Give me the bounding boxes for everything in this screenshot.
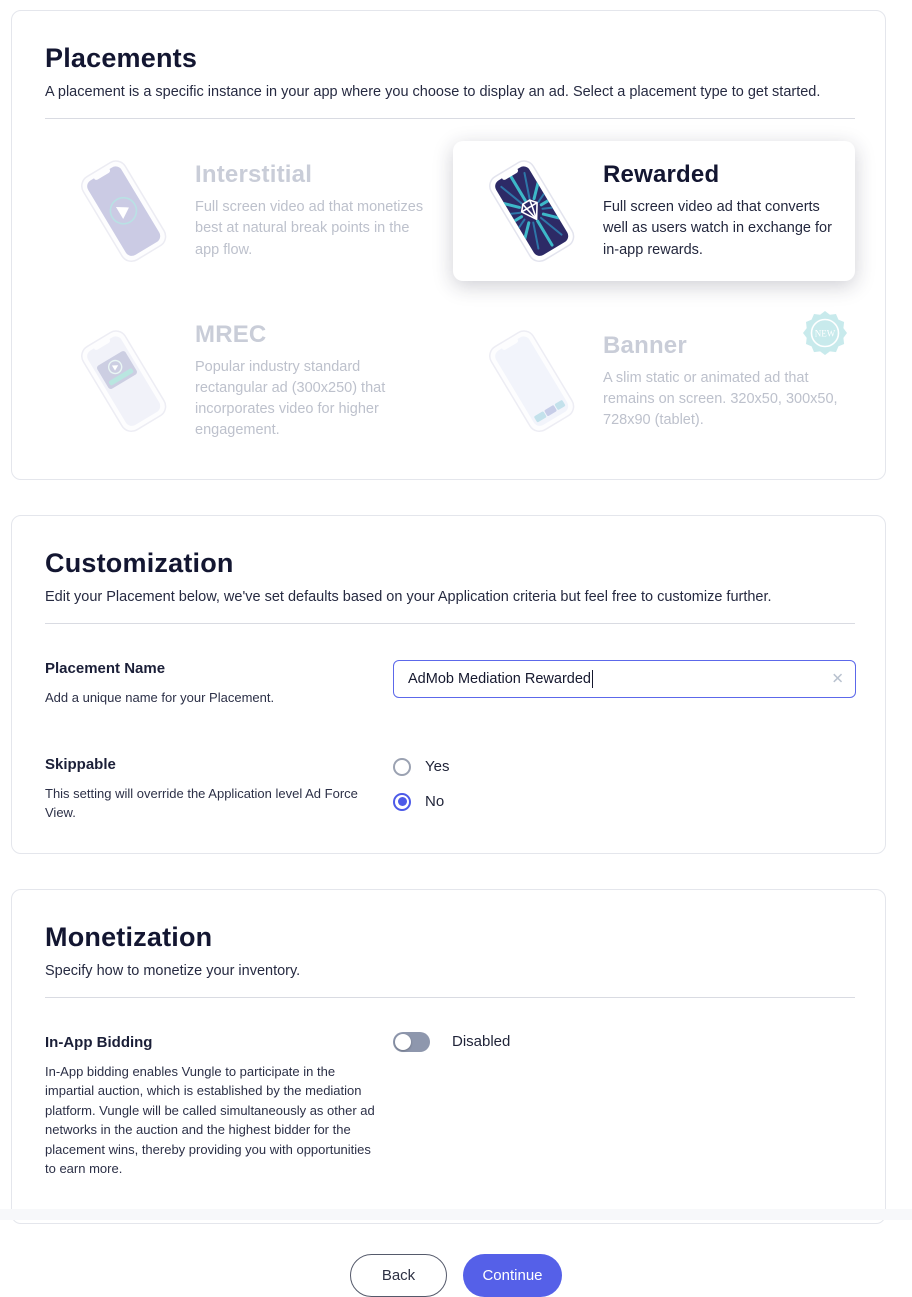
customization-title: Customization	[45, 548, 234, 579]
radio-unchecked-icon[interactable]	[393, 758, 411, 776]
monetization-subtitle: Specify how to monetize your inventory.	[45, 962, 301, 979]
rewarded-phone-icon	[469, 155, 593, 267]
new-badge	[801, 309, 849, 357]
skippable-label: Skippable	[45, 755, 116, 773]
placement-type-mrec[interactable]	[45, 307, 447, 455]
placement-type-interstitial[interactable]	[45, 141, 447, 281]
monetization-title: Monetization	[45, 921, 213, 952]
in-app-bidding-row	[45, 1034, 855, 1179]
skippable-option-yes[interactable]	[393, 758, 855, 776]
divider	[45, 997, 855, 998]
placement-type-title: Rewarded	[603, 161, 720, 189]
placement-name-row	[45, 660, 855, 708]
clear-input-icon[interactable]: ✕	[831, 670, 844, 688]
text-caret	[592, 670, 593, 688]
placement-type-rewarded[interactable]	[453, 141, 855, 281]
placements-card	[11, 10, 886, 480]
radio-label: No	[425, 793, 445, 811]
monetization-card	[11, 889, 886, 1224]
placement-type-description: Full screen video ad that monetizes best at natural break points in the app flow.	[195, 199, 424, 258]
customization-card	[11, 515, 886, 854]
placement-name-label: Placement Name	[45, 660, 166, 678]
placement-name-help: Add a unique name for your Placement.	[45, 690, 275, 706]
skippable-radio-group	[393, 758, 855, 811]
placements-title: Placements	[45, 43, 198, 73]
placement-type-grid	[45, 141, 855, 455]
divider	[45, 118, 855, 119]
radio-checked-icon[interactable]	[393, 793, 411, 811]
in-app-bidding-label: In-App Bidding	[45, 1033, 153, 1051]
placements-subtitle: A placement is a specific instance in your app where you choose to display an ad. Select a placement type to get started.	[45, 84, 821, 100]
skippable-option-no[interactable]	[393, 793, 855, 811]
placement-type-description: Popular industry standard rectangular ad (300x250) that incorporates video for higher engagement.	[195, 359, 386, 439]
divider	[45, 623, 855, 624]
skippable-row	[45, 756, 855, 823]
placement-type-title: MREC	[195, 321, 267, 348]
in-app-bidding-state: Disabled	[452, 1033, 511, 1051]
in-app-bidding-help: In-App bidding enables Vungle to participate in the impartial auction, which is established by the mediation platform. Vungle will be called simultaneously as other ad networks in the auction and the highest bidder for the placement wins, thereby providing you with opportunities to earn more.	[45, 1063, 375, 1177]
placement-type-description: Full screen video ad that converts well as users watch in exchange for in-app rewards.	[603, 199, 832, 258]
in-app-bidding-control	[393, 1032, 855, 1052]
skippable-help: This setting will override the Application level Ad Force View.	[45, 785, 358, 821]
in-app-bidding-toggle[interactable]	[393, 1032, 430, 1052]
radio-label: Yes	[425, 758, 450, 776]
footer-actions	[0, 1254, 912, 1297]
new-badge-label: NEW	[814, 328, 836, 339]
mrec-phone-icon	[61, 325, 185, 437]
placement-name-input[interactable]	[393, 660, 856, 698]
placement-type-banner[interactable]	[453, 307, 855, 455]
placement-type-title: Banner	[603, 331, 687, 359]
toggle-knob	[395, 1034, 411, 1050]
customization-subtitle: Edit your Placement below, we've set defaults based on your Application criteria but feel free to customize further.	[45, 589, 772, 606]
placement-name-value: AdMob Mediation Rewarded	[408, 671, 591, 688]
banner-phone-icon	[469, 325, 593, 437]
continue-button[interactable]: Continue	[463, 1254, 562, 1297]
back-button[interactable]: Back	[350, 1254, 447, 1297]
page-bottom-strip	[0, 1209, 912, 1220]
placement-type-title: Interstitial	[195, 161, 313, 189]
interstitial-phone-icon	[61, 155, 185, 267]
placement-type-description: A slim static or animated ad that remains on screen. 320x50, 300x50, 728x90 (tablet).	[603, 369, 838, 428]
